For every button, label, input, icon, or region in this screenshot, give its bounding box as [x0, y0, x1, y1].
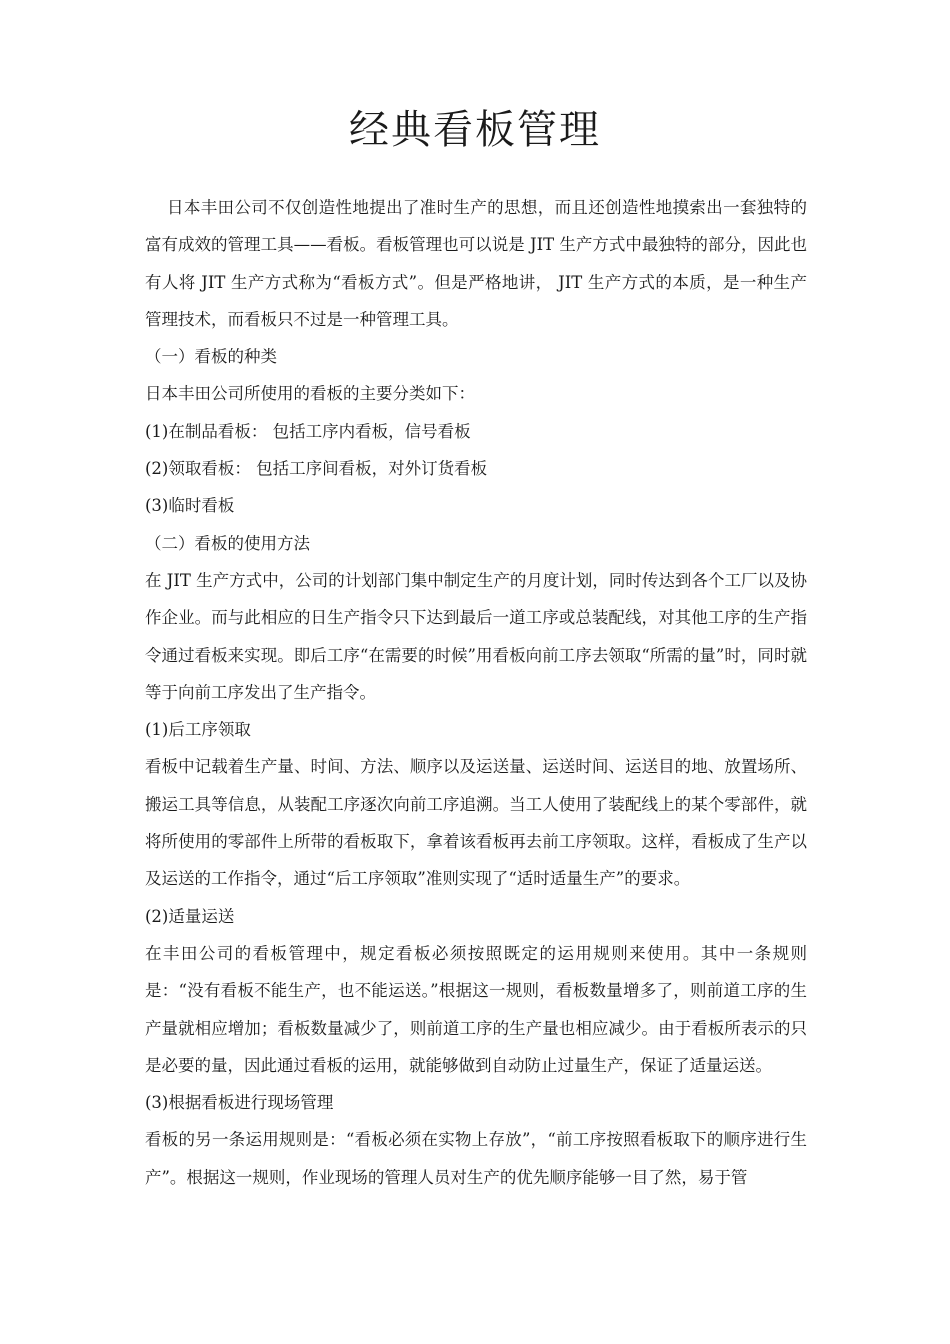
section-heading-usage: （二）看板的使用方法 — [145, 533, 310, 553]
site-management-paragraph: 看板的另一条运用规则是：“看板必须在实物上存放”，“前工序按照看板取下的顺序进行生产”。根据这一规则，作业现场的管理人员对生产的优先顺序能够一目了然，易于管 — [145, 1130, 807, 1187]
section-heading-types: （一）看板的种类 — [145, 347, 277, 367]
types-item-2: (2)领取看板： 包括工序间看板，对外订货看板 — [145, 459, 488, 479]
intro-paragraph: 日本丰田公司不仅创造性地提出了准时生产的思想，而且还创造性地摸索出一套独特的富有成效的管理工具——看板。看板管理也可以说是 JIT 生产方式中最独特的部分，因此也有人将 JIT 生产方式称为“看板方式”。但是严格地讲， JIT 生产方式的本质，是一种生产管理技术，而看板只不过是一种管理工具。 — [145, 198, 807, 329]
page-title: 经典看板管理 — [349, 107, 601, 153]
types-item-1: (1)在制品看板： 包括工序内看板，信号看板 — [145, 421, 471, 441]
types-lead: 日本丰田公司所使用的看板的主要分类如下： — [145, 384, 475, 404]
subheading-site-management: (3)根据看板进行现场管理 — [145, 1093, 334, 1113]
types-item-3: (3)临时看板 — [145, 496, 235, 516]
subheading-downstream-pull: (1)后工序领取 — [145, 720, 251, 740]
document-body — [145, 189, 807, 1196]
downstream-pull-paragraph: 看板中记载着生产量、时间、方法、顺序以及运送量、运送时间、运送目的地、放置场所、搬运工具等信息，从装配工序逐次向前工序追溯。当工人使用了装配线上的某个零部件，就将所使用的零部件上所带的看板取下，拿着该看板再去前工序领取。这样，看板成了生产以及运送的工作指令，通过“后工序领取”准则实现了“适时适量生产”的要求。 — [145, 757, 807, 889]
appropriate-delivery-paragraph: 在丰田公司的看板管理中，规定看板必须按照既定的运用规则来使用。其中一条规则是：“没有看板不能生产，也不能运送。”根据这一规则，看板数量增多了，则前道工序的生产量就相应增加；看板数量减少了，则前道工序的生产量也相应减少。由于看板所表示的只是必要的量，因此通过看板的运用，就能够做到自动防止过量生产，保证了适量运送。 — [145, 943, 807, 1075]
usage-paragraph: 在 JIT 生产方式中，公司的计划部门集中制定生产的月度计划，同时传达到各个工厂以及协作企业。而与此相应的日生产指令只下达到最后一道工序或总装配线，对其他工序的生产指令通过看板来实现。即后工序“在需要的时候”用看板向前工序去领取“所需的量”时，同时就等于向前工序发出了生产指令。 — [145, 570, 807, 702]
subheading-appropriate-delivery: (2)适量运送 — [145, 906, 235, 926]
